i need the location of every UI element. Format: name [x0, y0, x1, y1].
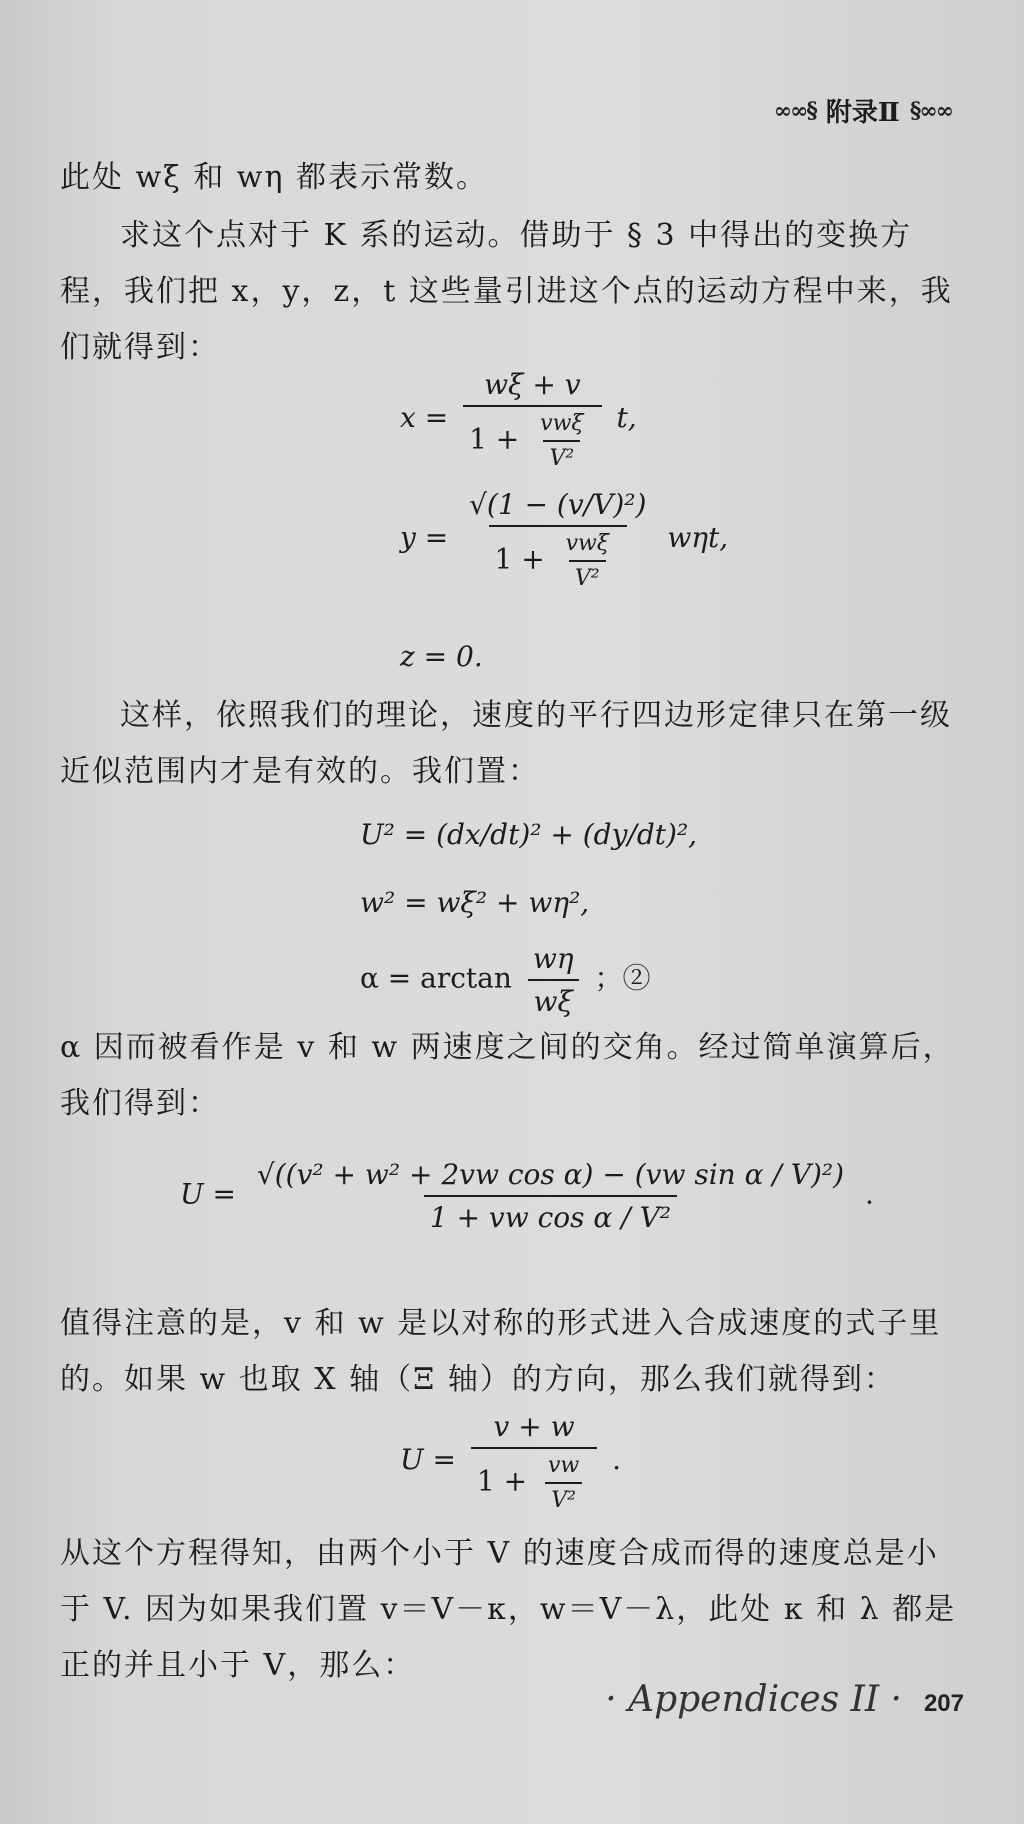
equation-z: z = 0. [400, 640, 483, 673]
left-ornament-icon: ∞∞§ [773, 97, 816, 124]
footer-script-title: · Appendices II · [605, 1679, 902, 1720]
line-constants: 此处 wξ 和 wη 都表示常数。 [60, 160, 488, 195]
equation-U-squared: U² = (dx/dt)² + (dy/dt)², [360, 818, 698, 851]
equation-U-simple: U = v + w 1 + $\frac{vw}{\text{V²}}$ . [400, 1410, 622, 1513]
header-title: 附录Ⅱ [825, 98, 900, 128]
equation-U: U = $\frac{\text{√((v² + w² + 2vw cos α) − (vw sin α / V)²)}}{\text{1 + vw cos α / V²}}$ . [180, 1158, 874, 1234]
right-ornament-icon: §∞∞ [909, 97, 952, 124]
equation-w-squared: w² = wξ² + wη², [360, 886, 590, 919]
paragraph-note: 值得注意的是，v 和 w 是以对称的形式进入合成速度的式子里的。如果 w 也取 X 轴（Ξ 轴）的方向，那么我们就得到： [60, 1306, 942, 1397]
equation-alpha: α = arctan $\frac{w\eta}{w\xi}$ ；② [360, 942, 651, 1018]
paragraph-seek: 求这个点对于 K 系的运动。借助于 § 3 中得出的变换方程，我们把 x，y，z，t 这些量引进这个点的运动方程中来，我们就得到： [60, 218, 953, 365]
paragraph-thus: 这样，依照我们的理论，速度的平行四边形定律只在第一级近似范围内才是有效的。我们置： [60, 698, 952, 789]
page-footer [605, 1679, 964, 1720]
paragraph-from: 从这个方程得知，由两个小于 V 的速度合成而得的速度总是小于 V. 因为如果我们置 v＝V－κ，w＝V－λ，此处 κ 和 λ 都是正的并且小于 V，那么： [60, 1536, 957, 1683]
equation-x: x = wξ + v 1 + $\frac{\text{vwξ}}{\text{V²}}$ t, [400, 368, 637, 471]
running-header [774, 92, 952, 129]
equation-y: y = √(1 − (v/V)²) 1 + $\frac{\text{vwξ}}{\text{V²}}$ wηt, [400, 488, 729, 591]
paragraph-alpha: α 因而被看作是 v 和 w 两速度之间的交角。经过简单演算后，我们得到： [60, 1030, 955, 1121]
page-number: 207 [923, 1690, 964, 1717]
